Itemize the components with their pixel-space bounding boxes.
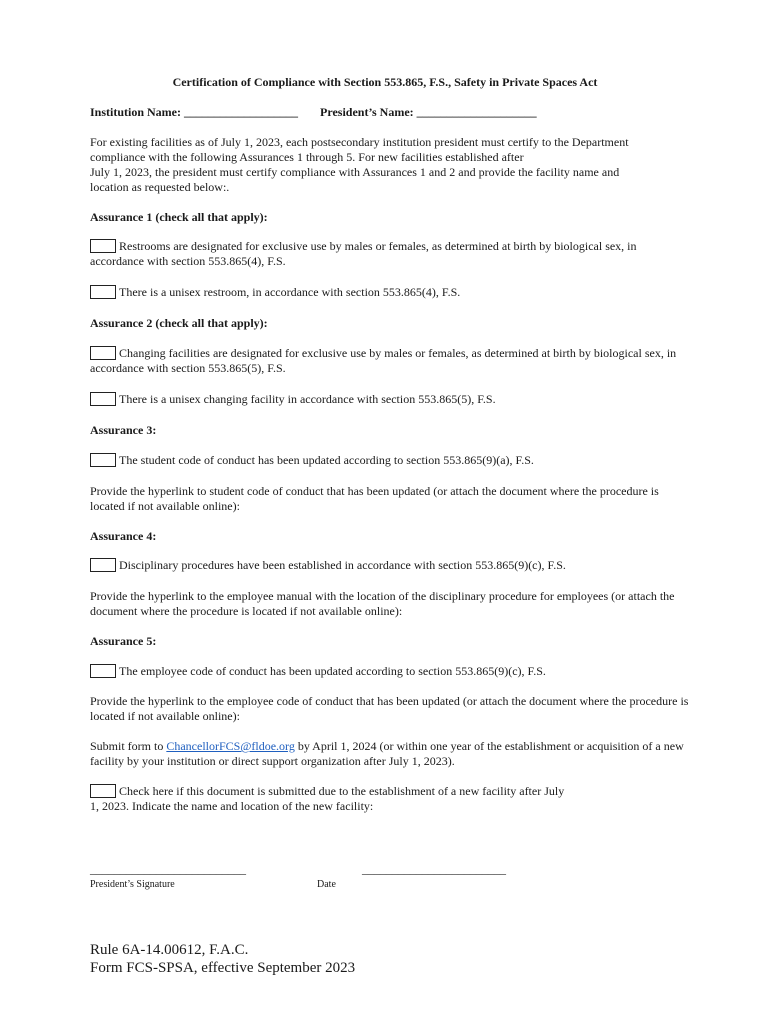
assurance-4-item-1-checkbox[interactable]	[90, 558, 116, 572]
intro-line-4: location as requested below:.	[90, 180, 230, 194]
form-citation: Form FCS-SPSA, effective September 2023	[90, 960, 356, 976]
signature-line[interactable]: __________________________	[90, 862, 246, 876]
assurance-5-provide: Provide the hyperlink to the employee code of conduct that has been updated (or attach the document where the procedure is located if not available online):	[90, 694, 689, 723]
assurance-1-item-1	[90, 239, 690, 269]
assurance-2-item-2-text: There is a unisex changing facility in accordance with section 553.865(5), F.S.	[119, 392, 496, 406]
new-facility-checkbox[interactable]	[90, 784, 116, 798]
date-label: Date	[317, 879, 336, 890]
assurance-3-item-1-checkbox[interactable]	[90, 453, 116, 467]
assurance-3-provide: Provide the hyperlink to student code of conduct that has been updated (or attach the document where the procedure is located if not available online):	[90, 484, 659, 513]
assurance-2-item-2	[90, 392, 690, 407]
date-line[interactable]: ________________________	[362, 862, 506, 876]
assurance-4-heading: Assurance 4:	[90, 529, 157, 543]
assurance-4-item-1	[90, 558, 690, 573]
submit-email-link[interactable]: ChancellorFCS@fldoe.org	[166, 739, 295, 753]
institution-name-field[interactable]: Institution Name: ___________________	[90, 105, 299, 119]
submit-instructions	[90, 739, 690, 769]
assurance-2-item-2-checkbox[interactable]	[90, 392, 116, 406]
form-title: Certification of Compliance with Section 553.865, F.S., Safety in Private Spaces Act	[172, 75, 598, 89]
assurance-2-item-1-checkbox[interactable]	[90, 346, 116, 360]
assurance-2-item-1-text: Changing facilities are designated for exclusive use by males or females, as determined at birth by biological sex, in accordance with section 553.865(5), F.S.	[90, 346, 677, 375]
president-name-field[interactable]: President’s Name: ____________________	[320, 105, 537, 119]
names-row	[90, 105, 537, 120]
assurance-1-item-1-text: Restrooms are designated for exclusive use by males or females, as determined at birth by biological sex, in accordance with section 553.865(4), F.S.	[90, 239, 637, 268]
new-facility-row	[90, 784, 570, 814]
assurance-1-heading: Assurance 1 (check all that apply):	[90, 210, 268, 224]
intro-line-3: July 1, 2023, the president must certify compliance with Assurances 1 and 2 and provide the facility name and	[90, 165, 620, 179]
assurance-5-item-1-checkbox[interactable]	[90, 664, 116, 678]
intro-paragraph	[90, 135, 690, 195]
assurance-3-item-1-text: The student code of conduct has been updated according to section 553.865(9)(a), F.S.	[119, 453, 534, 467]
assurance-4-provide: Provide the hyperlink to the employee manual with the location of the disciplinary procedure for employees (or attach the document where the procedure is located if not available online):	[90, 589, 675, 618]
submit-suffix: by April 1, 2024 (or within one year of the establishment or acquisition of a new facility by your institution or direct support organization after July 1, 2023).	[90, 739, 684, 768]
submit-prefix: Submit form to	[90, 739, 167, 753]
assurance-1-item-2-checkbox[interactable]	[90, 285, 116, 299]
assurance-5-item-1-text: The employee code of conduct has been updated according to section 553.865(9)(c), F.S.	[119, 664, 546, 678]
assurance-5-heading: Assurance 5:	[90, 634, 157, 648]
assurance-1-item-2	[90, 285, 690, 300]
signature-label: President’s Signature	[90, 879, 175, 890]
assurance-1-item-2-text: There is a unisex restroom, in accordance with section 553.865(4), F.S.	[119, 285, 461, 299]
assurance-5-item-1	[90, 664, 690, 679]
assurance-3-heading: Assurance 3:	[90, 423, 157, 437]
assurance-1-item-1-checkbox[interactable]	[90, 239, 116, 253]
rule-citation: Rule 6A-14.00612, F.A.C.	[90, 942, 249, 958]
assurance-4-item-1-text: Disciplinary procedures have been established in accordance with section 553.865(9)(c), F.S.	[119, 558, 566, 572]
assurance-2-heading: Assurance 2 (check all that apply):	[90, 316, 268, 330]
intro-line-1: For existing facilities as of July 1, 2023, each postsecondary institution president must certify to the Department	[90, 135, 629, 149]
assurance-3-item-1	[90, 453, 690, 468]
new-facility-text: Check here if this document is submitted due to the establishment of a new facility after July 1, 2023. Indicate the name and location of the new facility:	[90, 784, 565, 813]
intro-line-2: compliance with the following Assurances 1 through 5. For new facilities established after	[90, 150, 524, 164]
assurance-2-item-1	[90, 346, 690, 376]
